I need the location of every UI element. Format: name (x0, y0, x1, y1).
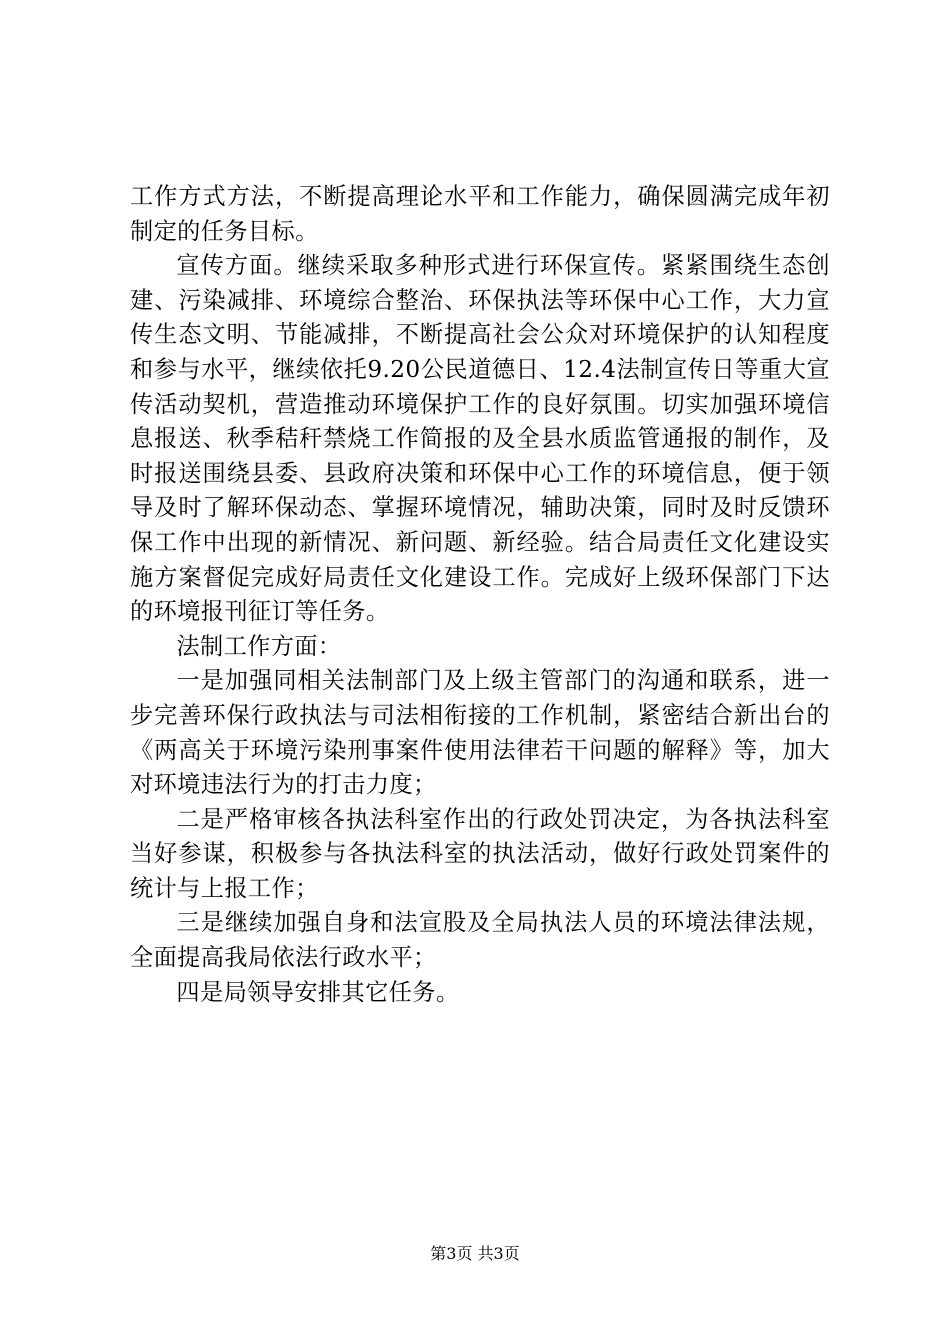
page-number-footer: 第3页 共3页 (430, 1244, 520, 1263)
document-body (130, 180, 830, 1010)
paragraph-5: 二是严格审核各执法科室作出的行政处罚决定，为各执法科室当好参谋，积极参与各执法科室的执法活动，做好行政处罚案件的统计与上报工作； (130, 805, 830, 902)
paragraph-2: 宣传方面。继续采取多种形式进行环保宣传。紧紧围绕生态创建、污染减排、环境综合整治、环保执法等环保中心工作，大力宣传生态文明、节能减排，不断提高社会公众对环境保护的认知程度和参与水平，继续依托9.20公民道德日、12.4法制宣传日等重大宣传活动契机，营造推动环境保护工作的良好氛围。切实加强环境信息报送、秋季秸秆禁烧工作简报的及全县水质监管通报的制作，及时报送围绕县委、县政府决策和环保中心工作的环境信息，便于领导及时了解环保动态、掌握环境情况，辅助决策，同时及时反馈环保工作中出现的新情况、新问题、新经验。结合局责任文化建设实施方案督促完成好局责任文化建设工作。完成好上级环保部门下达的环境报刊征订等任务。 (130, 252, 830, 626)
paragraph-6: 三是继续加强自身和法宣股及全局执法人员的环境法律法规，全面提高我局依法行政水平； (130, 909, 830, 972)
paragraph-1: 工作方式方法，不断提高理论水平和工作能力，确保圆满完成年初制定的任务目标。 (130, 183, 830, 245)
paragraph-7: 四是局领导安排其它任务。 (176, 978, 460, 1006)
paragraph-4: 一是加强同相关法制部门及上级主管部门的沟通和联系，进一步完善环保行政执法与司法相衔接的工作机制，紧密结合新出台的《两高关于环境污染刑事案件使用法律若干问题的解释》等，加大对环境违法行为的打击力度； (130, 667, 830, 799)
paragraph-3: 法制工作方面： (176, 632, 342, 660)
